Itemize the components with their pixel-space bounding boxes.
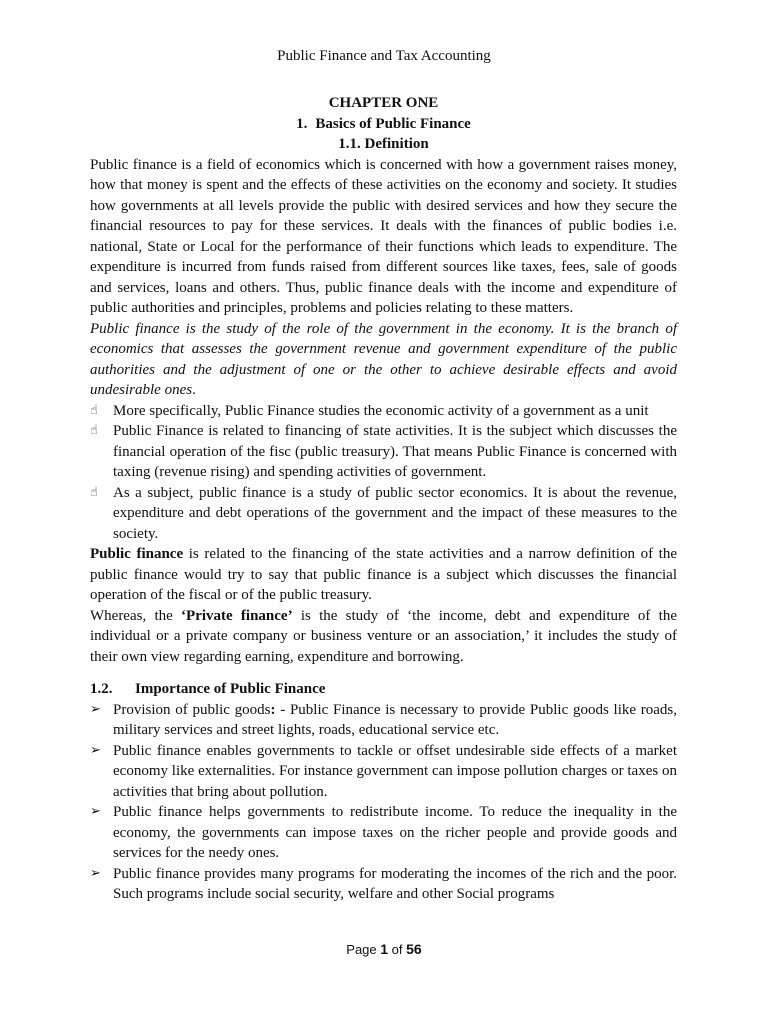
pointing-hand-icon: ☝ [90, 423, 98, 438]
arrow-bullet-icon: ➢ [90, 742, 101, 758]
item-text: Public finance helps governments to redistribute income. To reduce the inequality in the economy, the governments can impose taxes on the richer people and provide goods and services for the needy ones. [113, 804, 677, 861]
item-colon: : [270, 701, 276, 718]
list-item [90, 864, 677, 905]
italic-period: . [192, 382, 196, 398]
paragraph-text: is related to the financing of the state activities and a narrow definition of the public finance would try to say that public finance is a subject which discusses the financial operation of the fiscal or of the public treasury. [90, 546, 677, 603]
list-item [90, 802, 677, 864]
subsection-heading: 1.1. Definition [338, 136, 429, 152]
bullet-text: As a subject, public finance is a study of public sector economics. It is about the revenue, expenditure and debt operations of the government and the impact of these measures to the society. [113, 484, 677, 542]
list-item [90, 401, 677, 422]
page-body [90, 93, 677, 905]
bullet-text: Public Finance is related to financing of state activities. It is the subject which discusses the financial operation of the fisc (public treasury). That means Public Finance is concerned with taxing (revenue rising) and spending activities of government. [113, 423, 677, 480]
running-header: Public Finance and Tax Accounting [277, 48, 491, 64]
section-number: 1. [296, 115, 308, 132]
item-text: Public finance provides many programs for moderating the incomes of the rich and the poor. Such programs include social security, welfare and other Social programs [113, 865, 677, 902]
bold-term-public-finance: Public finance [90, 546, 184, 562]
arrow-bullet-icon: ➢ [90, 865, 101, 881]
definition-bullet-list [90, 401, 677, 545]
page-number: 1 [380, 941, 389, 957]
bullet-text: More specifically, Public Finance studies the economic activity of a government as a unit [113, 402, 649, 419]
item-text: Provision of public goods [113, 701, 271, 718]
arrow-bullet-icon: ➢ [90, 701, 101, 717]
list-item [90, 700, 677, 741]
list-item [90, 421, 677, 483]
page-footer [0, 941, 768, 957]
total-pages: 56 [406, 941, 422, 957]
page-word: Page [346, 942, 381, 957]
importance-list [90, 700, 677, 905]
importance-heading [90, 679, 677, 700]
item-text: Public finance enables governments to tackle or offset undesirable side effects of a market economy like externalities. For instance government can impose pollution charges or taxes on activities that bring about pollution. [113, 742, 677, 800]
pointing-hand-icon: ☝ [90, 484, 98, 500]
list-item [90, 741, 677, 803]
definition-italic-paragraph [90, 319, 677, 401]
paragraph-text: Whereas, the [90, 607, 182, 624]
list-item [90, 483, 677, 545]
italic-definition: Public finance is the study of the role of the government in the economy. It is the branch of economics that assesses the government revenue and government expenditure of the public authorities and the adjustment of one or the other to achieve desirable effects and avoid undesirable ones [90, 320, 677, 398]
of-word: of [388, 942, 407, 957]
importance-title: Importance of Public Finance [135, 681, 326, 697]
pointing-hand-icon: ☝ [90, 402, 98, 418]
private-finance-paragraph [90, 606, 677, 668]
section-heading [90, 114, 677, 135]
bold-term-private-finance: ‘Private finance’ [181, 607, 293, 624]
public-finance-paragraph [90, 544, 677, 606]
section-title: Basics of Public Finance [315, 115, 471, 132]
arrow-bullet-icon: ➢ [90, 804, 101, 819]
paragraph-text: is the study of ‘the income, debt and expenditure of the individual or a private company or business venture or an association,’ it includes the study of their own view regarding earning, expenditure and borrowing. [90, 607, 677, 665]
item-text: - Public Finance is necessary to provide Public goods like roads, military services and street lights, roads, educational service etc. [113, 701, 677, 738]
chapter-label: CHAPTER ONE [328, 95, 439, 111]
definition-paragraph: Public finance is a field of economics which is concerned with how a government raises money, how that money is spent and the effects of these activities on the economy and society. It studies how governments at all levels provide the public with desired services and how they secure the financial resources to pay for these services. It deals with the finances of public bodies i.e. national, State or Local for the performance of their functions which leads to expenditure. The expenditure is incurred from funds raised from different sources like taxes, fees, sale of goods and services, loans and others. Thus, public finance deals with the income and expenditure of public authorities and principles, problems and policies relating to these matters. [90, 156, 677, 316]
importance-number: 1.2. [90, 681, 113, 697]
